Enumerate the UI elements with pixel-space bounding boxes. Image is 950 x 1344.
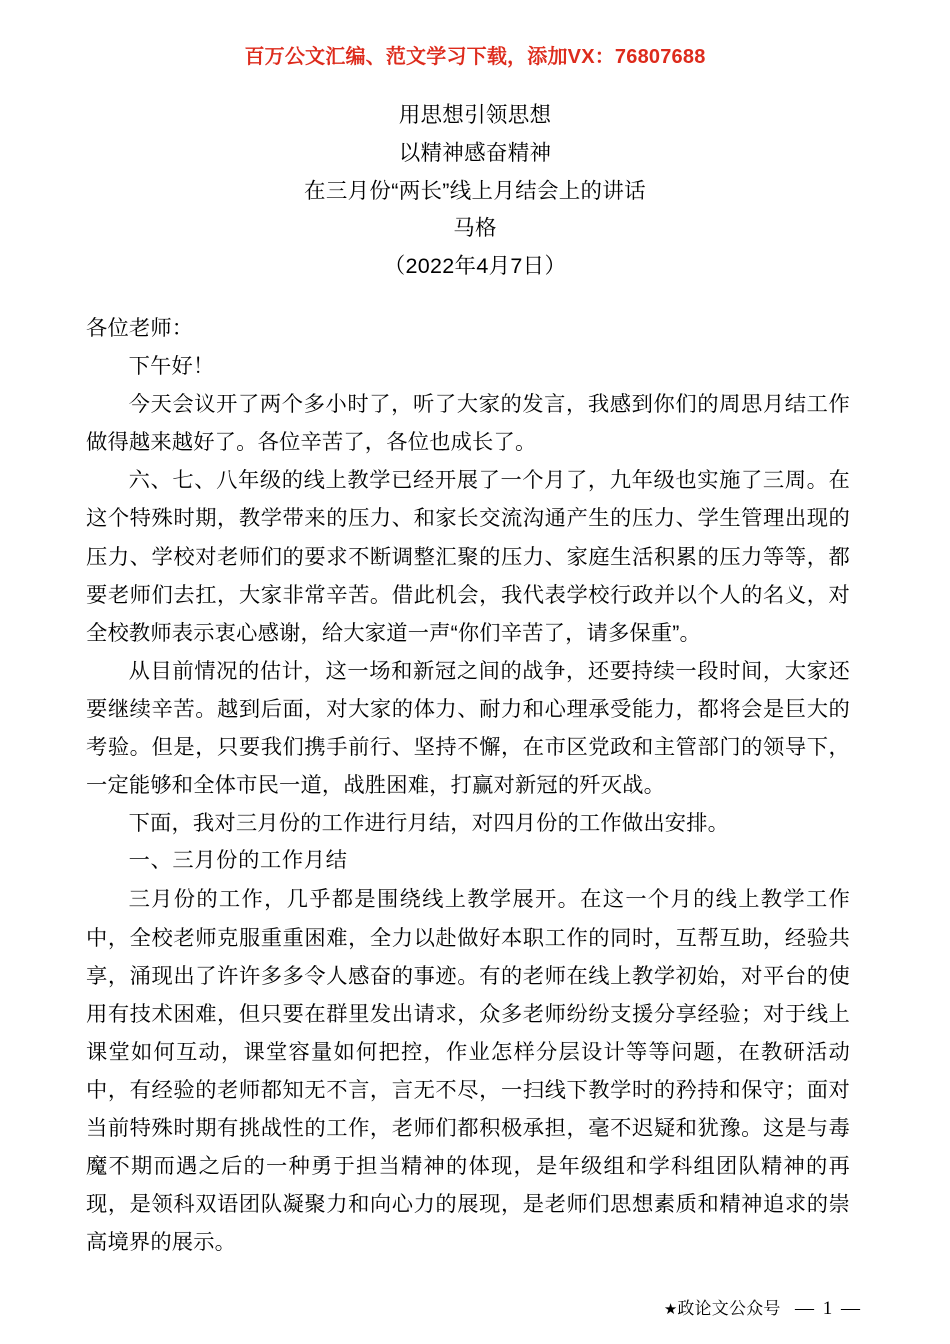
paragraph-3: 从目前情况的估计，这一场和新冠之间的战争，还要持续一段时间，大家还要继续辛苦。越到后面，对大家的体力、耐力和心理承受能力，都将会是巨大的考验。但是，只要我们携手前行、坚持不懈，在市区党政和主管部门的领导下，一定能够和全体市民一道，战胜困难，打赢对新冠的歼灭战。: [86, 658, 850, 798]
title-line-2: 以精神感奋精神: [398, 140, 552, 165]
promo-banner: 百万公文汇编、范文学习下载，添加VX：76807688: [244, 46, 706, 68]
star-icon: ★: [663, 1300, 678, 1318]
title-line-1: 用思想引领思想: [398, 103, 552, 127]
paragraph-1: 今天会议开了两个多小时了，听了大家的发言，我感到你们的周思月结工作做得越来越好了。各位辛苦了，各位也成长了。: [86, 392, 850, 455]
paragraph-5: 三月份的工作，几乎都是围绕线上教学展开。在这一个月的线上教学工作中，全校老师克服重重困难，全力以赴做好本职工作的同时，互帮互助，经验共享，涌现出了许许多多令人感奋的事迹。有的老师在线上教学初始，对平台的使用有技术困难，但只要在群里发出请求，众多老师纷纷支援分享经验；对于线上课堂如何互动，课堂容量如何把控，作业怎样分层设计等等问题，在教研活动中，有经验的老师都知无不言，言无不尽，一扫线下教学时的矜持和保守；面对当前特殊时期有挑战性的工作，老师们都积极承担，毫不迟疑和犹豫。这是与毒魔不期而遇之后的一种勇于担当精神的体现，是年级组和学科组团队精神的再现，是领科双语团队凝聚力和向心力的展现，是老师们思想素质和精神追求的崇高境界的展示。: [86, 887, 850, 1255]
paragraph-greeting: 下午好！: [128, 354, 215, 379]
page-number: — 1 —: [795, 1298, 862, 1319]
document-body: [86, 309, 850, 1261]
paragraph-4: 下面，我对三月份的工作进行月结，对四月份的工作做出安排。: [128, 811, 730, 836]
footer-brand: 政论文公众号: [677, 1299, 781, 1318]
title-author: 马格: [453, 216, 497, 241]
paragraph-salutation: 各位老师：: [86, 316, 194, 340]
title-block: [0, 97, 950, 286]
section-heading-1: 一、三月份的工作月结: [128, 848, 348, 874]
title-date: （2022年4月7日）: [383, 254, 567, 279]
page-footer: [0, 1294, 950, 1320]
title-line-3: 在三月份“两长”线上月结会上的讲话: [304, 178, 646, 203]
paragraph-2: 六、七、八年级的线上教学已经开展了一个月了，九年级也实施了三周。在这个特殊时期，教学带来的压力、和家长交流沟通产生的压力、学生管理出现的压力、学校对老师们的要求不断调整汇聚的压力、家庭生活积累的压力等等，都要老师们去扛，大家非常辛苦。借此机会，我代表学校行政并以个人的名义，对全校教师表示衷心感谢，给大家道一声“你们辛苦了，请多保重”。: [86, 468, 850, 645]
